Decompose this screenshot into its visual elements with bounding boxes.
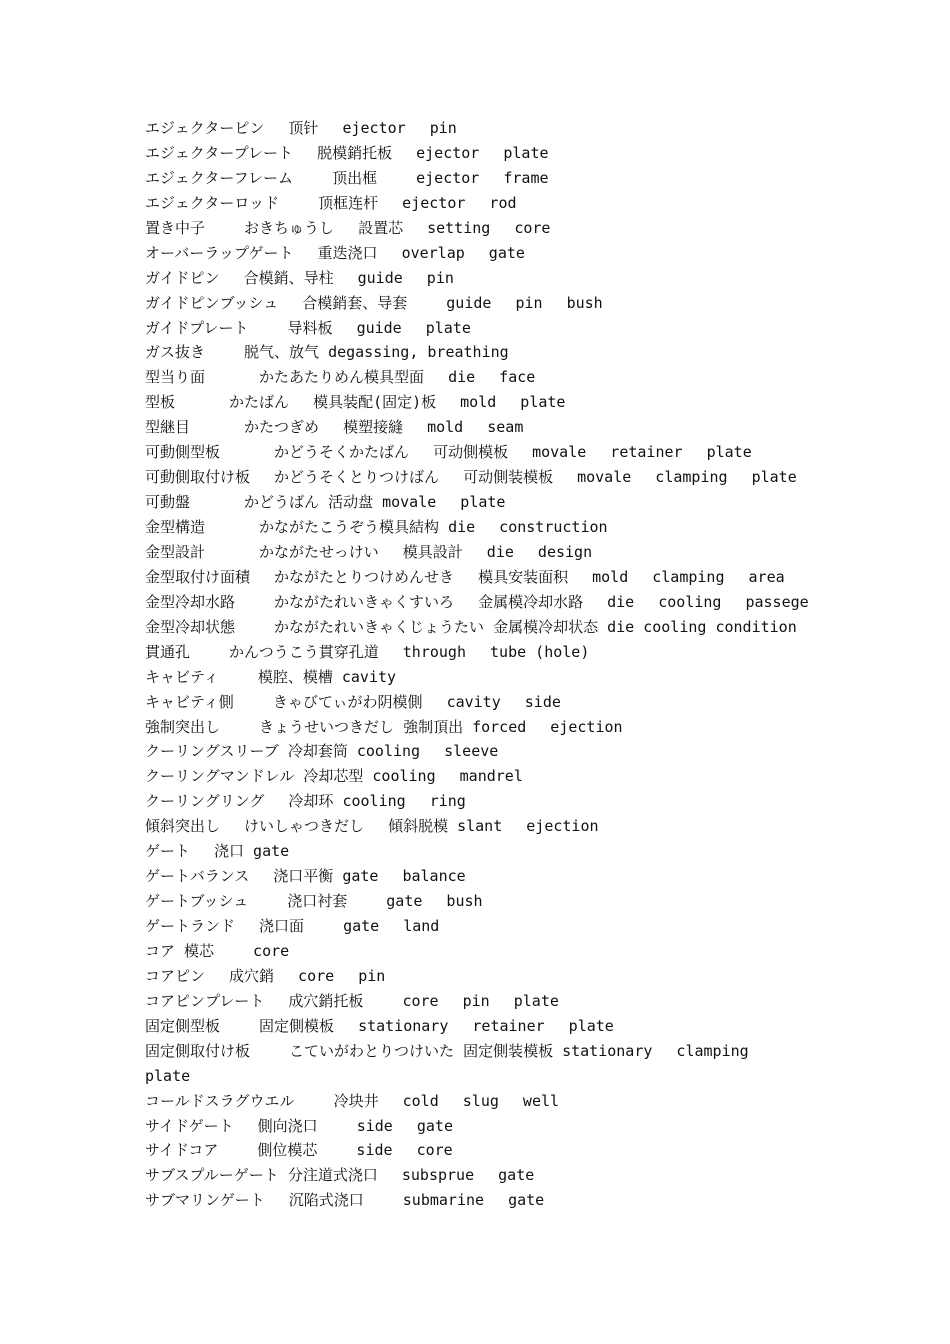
glossary-line: ガス抜き 脱气、放气 degassing, breathing — [145, 343, 509, 362]
glossary-line: ゲートバランス 浇口平衡 gate balance — [145, 867, 466, 886]
glossary-line: コアピンプレート 成穴銷托板 core pin plate — [145, 991, 559, 1010]
glossary-line: ガイドピンブッシュ 合模銷套、导套 guide pin bush — [145, 293, 603, 312]
glossary-line: 型当り面 かたあたりめん模具型面 die face — [145, 368, 536, 387]
glossary-line: エジェクターロッド 顶框连杆 ejector rod — [145, 193, 517, 212]
glossary-line: エジェクターピン 顶针 ejector pin — [145, 119, 457, 137]
glossary-line: 金型設計 かながたせっけい 模具設計 die design — [145, 542, 593, 561]
glossary-line: コールドスラグウエル 冷块井 cold slug well — [145, 1091, 560, 1110]
glossary-line: plate — [145, 1066, 191, 1085]
glossary-line: サブスプルーゲート 分注道式浇口 subsprue gate — [145, 1166, 535, 1185]
glossary-line: コア 模芯 core — [145, 941, 290, 960]
glossary-line: 固定側型板 固定側模板 stationary retainer plate — [145, 1016, 614, 1035]
glossary-line: キャビティ側 きゃびてぃがわ阴模側 cavity side — [145, 692, 561, 711]
glossary-line: サイドコア 側位模芯 side core — [145, 1141, 453, 1160]
glossary-line: 可動盤 かどうばん 活动盘 movale plate — [145, 493, 506, 512]
glossary-line: サイドゲート 側向浇口 side gate — [145, 1116, 453, 1135]
glossary-line: 固定側取付け板 こていがわとりつけいた 固定側装模板 stationary clamping — [145, 1041, 749, 1060]
glossary-line: エジェクターフレーム 顶出框 ejector frame — [145, 168, 549, 187]
glossary-line: コアピン 成穴銷 core pin — [145, 966, 386, 985]
glossary-line: 金型冷却水路 かながたれいきゃくすいろ 金属模冷却水路 die cooling passege — [145, 592, 809, 611]
glossary-line: 金型冷却状態 かながたれいきゃくじょうたい 金属模冷却状态 die cooling condition — [145, 617, 797, 636]
glossary-line: クーリングスリーブ 冷却套筒 cooling sleeve — [145, 742, 499, 761]
glossary-line: ゲートランド 浇口面 gate land — [145, 917, 440, 935]
glossary-line: クーリングマンドレル 冷却芯型 cooling mandrel — [145, 767, 523, 786]
glossary-line: ゲート 浇口 gate — [145, 842, 290, 861]
glossary-line: ガイドピン 合模銷、导柱 guide pin — [145, 268, 454, 287]
glossary-line: ガイドプレート 导料板 guide plate — [145, 318, 471, 337]
glossary-line: 貫通孔 かんつうこう貫穿孔道 through tube (hole) — [145, 642, 590, 661]
glossary-line: 置き中子 おきちゅうし 設置芯 setting core — [145, 218, 551, 237]
glossary-line: キャビティ 模腔、模槽 cavity — [145, 667, 397, 686]
glossary-line: エジェクタープレート 脱模銷托板 ejector plate — [145, 143, 549, 162]
glossary-line: クーリングリング 冷却环 cooling ring — [145, 792, 466, 811]
glossary-line: 金型取付け面積 かながたとりつけめんせき 模具安装面积 mold clamping area — [145, 567, 785, 586]
glossary-line: ゲートブッシュ 浇口衬套 gate bush — [145, 892, 483, 911]
glossary-line: サブマリンゲート 沉陷式浇口 submarine gate — [145, 1191, 545, 1210]
glossary-line: 金型構造 かながたこうぞう模具結构 die construction — [145, 518, 608, 536]
glossary-line: 可動側型板 かどうそくかたばん 可动側模板 movale retainer plate — [145, 443, 752, 462]
glossary-line: 可動側取付け板 かどうそくとりつけばん 可动側装模板 movale clamping plate — [145, 468, 797, 487]
glossary-line: 型板 かたばん 模具装配(固定)板 mold plate — [145, 393, 566, 412]
glossary-line: 強制突出し きょうせいつきだし 強制頂出 forced ejection — [145, 717, 623, 736]
glossary-line: 傾斜突出し けいしゃつきだし 傾斜脱模 slant ejection — [145, 817, 599, 836]
glossary-list — [145, 116, 825, 1213]
glossary-line: 型継目 かたつぎめ 模塑接縫 mold seam — [145, 418, 524, 437]
glossary-line: オーバーラップゲート 重迭浇口 overlap gate — [145, 243, 525, 262]
